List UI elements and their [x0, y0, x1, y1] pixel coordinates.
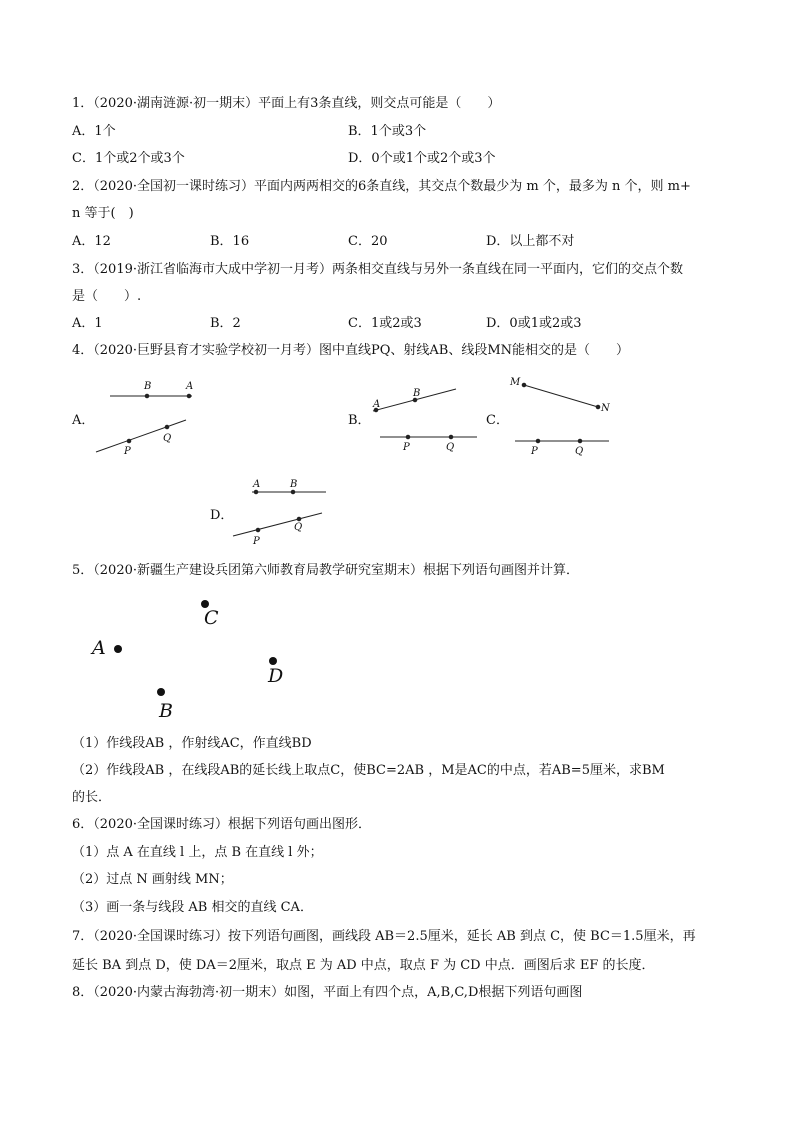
q4c-point-q: [578, 439, 582, 443]
q4d-point-a: [254, 490, 258, 494]
q3-option-a: A．1: [72, 316, 103, 331]
q3-option-b: B．2: [210, 316, 241, 331]
q4-option-c-label: C．: [486, 413, 509, 428]
q4c-label-n: N: [601, 403, 610, 414]
q4b-label-a: A: [373, 399, 381, 410]
q5-sub2-line1: （2）作线段AB ，在线段AB的延长线上取点C，使BC=2AB ，M是AC的中点，若AB=5厘米，求BM: [72, 763, 665, 778]
q7-stem-line2: 延长 BA 到点 D，使 DA＝2厘米，取点 E 为 AD 中点，取点 F 为 CD 中点．画图后求 EF 的长度．: [72, 958, 655, 973]
q1-option-a: A．1个: [72, 124, 116, 139]
q4a-label-p: P: [124, 446, 131, 457]
q2-stem-line1: 2．（2020·全国初一课时练习）平面内两两相交的6条直线，其交点个数最少为 m 个，最多为 n 个，则 m+: [72, 179, 691, 194]
q4a-label-a: A: [186, 381, 194, 392]
q2-option-a: A．12: [72, 234, 111, 249]
q3-stem-line2: 是（ ）.: [72, 289, 142, 304]
q2-option-d: D．以上都不对: [486, 234, 575, 249]
q5-label-c: C: [204, 607, 219, 629]
q4a-line-pq: [96, 420, 186, 452]
q1-stem: 1．（2020·湖南涟源·初一期末）平面上有3条直线，则交点可能是（ ）: [72, 96, 501, 111]
q4d-line-pq: [233, 513, 322, 536]
q4b-point-q: [449, 435, 453, 439]
q1-option-b: B．1个或3个: [348, 124, 427, 139]
q4b-label-p: P: [403, 442, 410, 453]
q5-label-b: B: [159, 700, 173, 722]
q2-stem-line2: n 等于( ): [72, 206, 134, 221]
q1-option-d: D．0个或1个或2个或3个: [348, 151, 496, 166]
q4-stem: 4．（2020·巨野县育才实验学校初一月考）图中直线PQ、射线AB、线段MN能相交的是（ ）: [72, 343, 630, 358]
q6-sub2: （2）过点 N 画射线 MN；: [72, 872, 233, 887]
q4a-point-b: [145, 394, 149, 398]
q5-label-d: D: [268, 665, 284, 687]
q3-option-c: C．1或2或3: [348, 316, 422, 331]
q4a-label-b: B: [144, 381, 152, 392]
q5-stem: 5．（2020·新疆生产建设兵团第六师教育局教学研究室期末）根据下列语句画图并计算．: [72, 563, 579, 578]
q2-option-b: B．16: [210, 234, 250, 249]
q4d-label-q: Q: [294, 522, 303, 533]
q5-label-a: A: [92, 637, 106, 659]
q4b-point-p: [406, 435, 410, 439]
q5-sub1: （1）作线段AB ，作射线AC，作直线BD: [72, 736, 312, 751]
q4c-segment-mn: [524, 385, 598, 407]
q4-figure-c: [515, 383, 609, 443]
q4d-point-b: [291, 490, 295, 494]
q4a-point-p: [127, 439, 131, 443]
q4c-label-p: P: [531, 446, 538, 457]
q4d-point-q: [297, 517, 301, 521]
q4d-point-p: [256, 528, 260, 532]
q5-figure: [114, 600, 277, 696]
q5-point-a: [114, 645, 122, 653]
q3-stem-line1: 3．（2019·浙江省临海市大成中学初一月考）两条相交直线与另外一条直线在同一平面内，它们的交点个数: [72, 262, 683, 277]
q4a-point-q: [165, 425, 169, 429]
q4-option-a-label: A．: [72, 413, 95, 428]
q4a-point-a: [187, 394, 191, 398]
q4c-label-m: M: [510, 377, 521, 388]
q7-stem-line1: 7．（2020·全国课时练习）按下列语句画图，画线段 AB＝2.5厘米，延长 AB 到点 C，使 BC＝1.5厘米，再: [72, 929, 696, 944]
q4-figure-a: [96, 394, 192, 452]
q5-point-d: [269, 657, 277, 665]
q4d-label-a: A: [253, 479, 261, 490]
q6-sub3: （3）画一条与线段 AB 相交的直线 CA．: [72, 900, 313, 915]
q4c-point-p: [536, 439, 540, 443]
q3-option-d: D．0或1或2或3: [486, 316, 582, 331]
q4a-label-q: Q: [163, 433, 172, 444]
q4-option-b-label: B．: [348, 413, 371, 428]
q6-sub1: （1）点 A 在直线 l 上，点 B 在直线 l 外；: [72, 845, 323, 860]
q4c-point-m: [522, 383, 526, 387]
q4d-label-b: B: [290, 479, 298, 490]
q4-option-d-label: D．: [210, 508, 234, 523]
q2-option-c: C．20: [348, 234, 388, 249]
q4c-label-q: Q: [575, 446, 584, 457]
q1-option-c: C．1个或2个或3个: [72, 151, 185, 166]
q8-stem: 8．（2020·内蒙古海勃湾·初一期末）如图，平面上有四个点，A,B,C,D根据下列语句画图: [72, 985, 583, 1000]
q4d-label-p: P: [253, 536, 260, 547]
q6-stem: 6．（2020·全国课时练习）根据下列语句画出图形．: [72, 817, 371, 832]
q4b-label-b: B: [413, 388, 421, 399]
q4b-label-q: Q: [446, 442, 455, 453]
q5-point-b: [157, 688, 165, 696]
q4c-point-n: [596, 405, 600, 409]
q5-sub2-line2: 的长．: [72, 790, 112, 805]
q4-figure-b: [373, 389, 477, 439]
q4-figure-d: [233, 490, 326, 536]
